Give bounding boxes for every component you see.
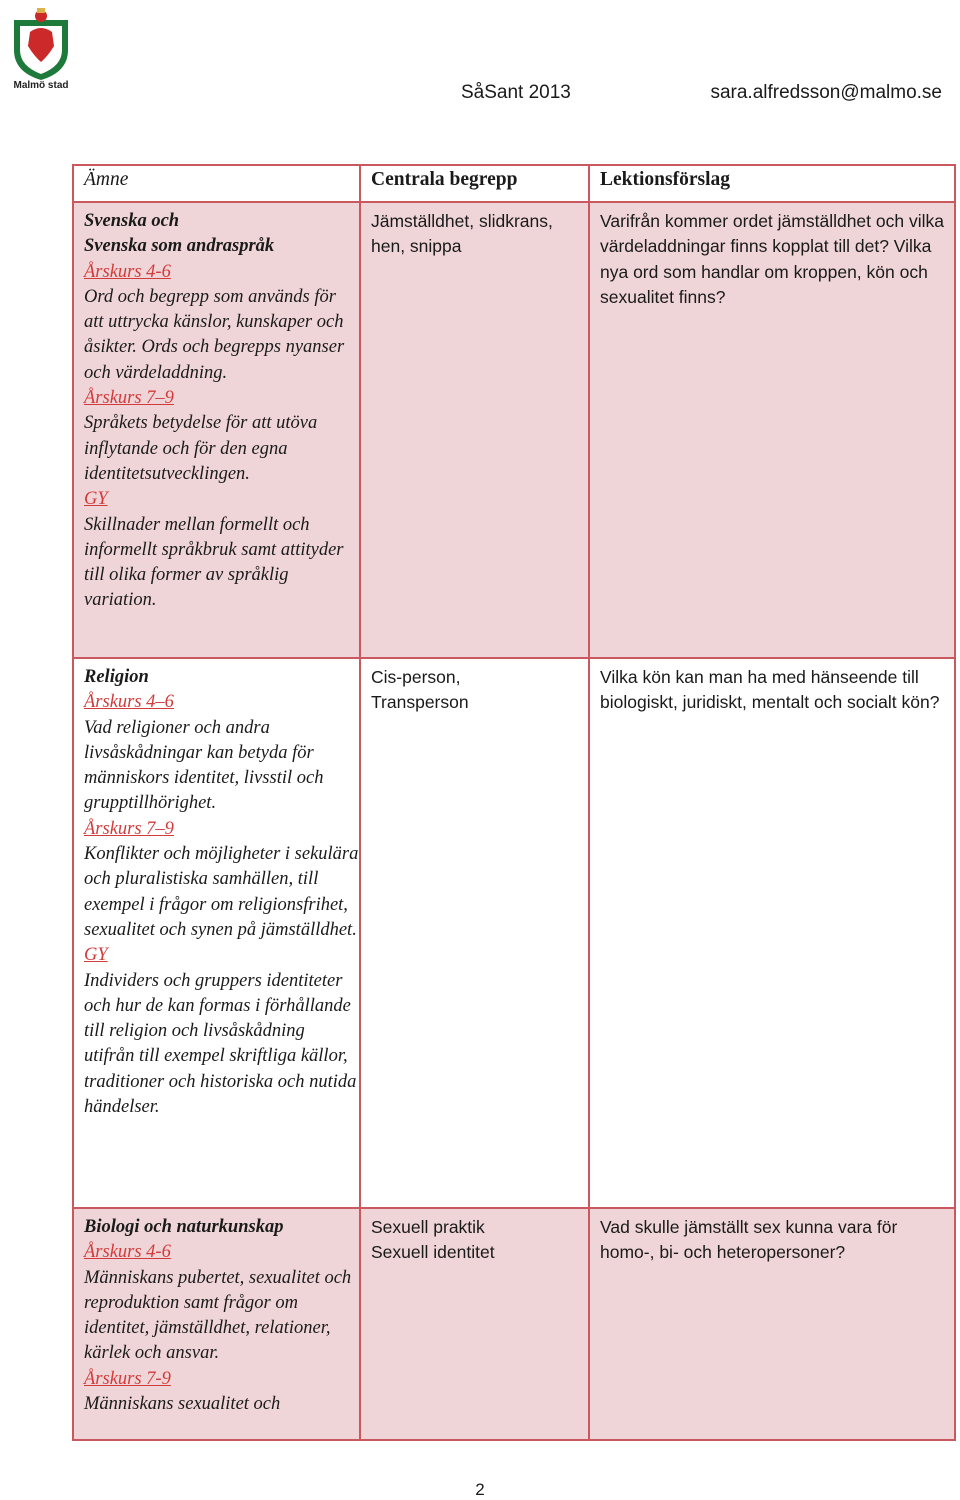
subject-title: Svenska som andraspråk xyxy=(84,236,275,257)
curriculum-text: Människans sexualitet och xyxy=(84,1394,281,1415)
curriculum-text: Vad religioner och andra livsåskådningar kan betyda för människors identitet, livsstil och grupptillhörighet. xyxy=(84,717,324,814)
table-row xyxy=(73,658,955,1208)
grade-level: GY xyxy=(84,489,108,510)
grade-level: Årskurs 7-9 xyxy=(84,1368,171,1389)
grade-level: Årskurs 4-6 xyxy=(84,1242,171,1263)
concept-item: Sexuell praktik xyxy=(371,1217,485,1237)
grade-level: Årskurs 4–6 xyxy=(84,692,174,713)
curriculum-table xyxy=(72,164,956,1441)
curriculum-text: Språkets betydelse för att utöva inflytande och för den egna identitetsutvecklingen. xyxy=(84,413,318,484)
column-header-concepts: Centrala begrepp xyxy=(360,165,589,202)
column-header-subject: Ämne xyxy=(73,165,360,202)
grade-level: Årskurs 7–9 xyxy=(84,818,174,839)
grade-level: Årskurs 4-6 xyxy=(84,261,171,282)
subject-cell xyxy=(73,658,360,1208)
curriculum-text: Individers och gruppers identiteter och hur de kan formas i förhållande till religion och livsåskådning utifrån till exempel skriftliga källor, traditioner och historiska och nutida händelser. xyxy=(84,970,357,1118)
subject-cell xyxy=(73,1208,360,1440)
curriculum-text: Ord och begrepp som används för att uttrycka känslor, kunskaper och åsikter. Ords och begrepps nyanser och värdeladdning. xyxy=(84,286,345,383)
subject-cell xyxy=(73,202,360,658)
table-row xyxy=(73,202,955,658)
header-title: SåSant 2013 xyxy=(461,82,571,103)
grade-level: Årskurs 7–9 xyxy=(84,388,174,409)
concepts-cell xyxy=(360,1208,589,1440)
subject-title: Svenska och xyxy=(84,211,180,231)
page-number: 2 xyxy=(475,1480,485,1499)
curriculum-text: Människans pubertet, sexualitet och reproduktion samt frågor om identitet, jämställdhet, relationer, kärlek och ansvar. xyxy=(84,1267,352,1364)
curriculum-text: Skillnader mellan formellt och informellt språkbruk samt attityder till olika former av språklig variation. xyxy=(84,514,344,611)
lesson-cell: Vilka kön kan man ha med hänseende till biologiskt, juridiskt, mentalt och socialt kön? xyxy=(589,658,955,1208)
curriculum-text: Konflikter och möjligheter i sekulära och pluralistiska samhällen, till exempel i frågor om religionsfrihet, sexualitet och synen på jämställdhet. xyxy=(84,844,359,940)
concept-item: Transperson xyxy=(371,692,469,713)
grade-level: GY xyxy=(84,945,108,966)
concepts-cell: Jämställdhet, slidkrans, hen, snippa xyxy=(360,202,589,658)
lesson-cell: Varifrån kommer ordet jämställdhet och vilka värdeladdningar finns kopplat till det? Vilka nya ord som handlar om kroppen, kön och sexualitet finns? xyxy=(589,202,955,658)
column-header-lessons: Lektionsförslag xyxy=(589,165,955,202)
subject-title: Religion xyxy=(84,667,149,687)
concept-item: Sexuell identitet xyxy=(371,1242,495,1263)
header-email: sara.alfredsson@malmo.se xyxy=(710,82,942,103)
subject-title: Biologi och naturkunskap xyxy=(84,1217,284,1237)
concept-item: Cis-person, xyxy=(371,667,461,687)
concepts-cell xyxy=(360,658,589,1208)
logo-text: Malmö stad xyxy=(13,80,69,91)
lesson-cell: Vad skulle jämställt sex kunna vara för homo-, bi- och heteropersoner? xyxy=(589,1208,955,1440)
table-header-row xyxy=(73,165,955,202)
table-row xyxy=(73,1208,955,1440)
